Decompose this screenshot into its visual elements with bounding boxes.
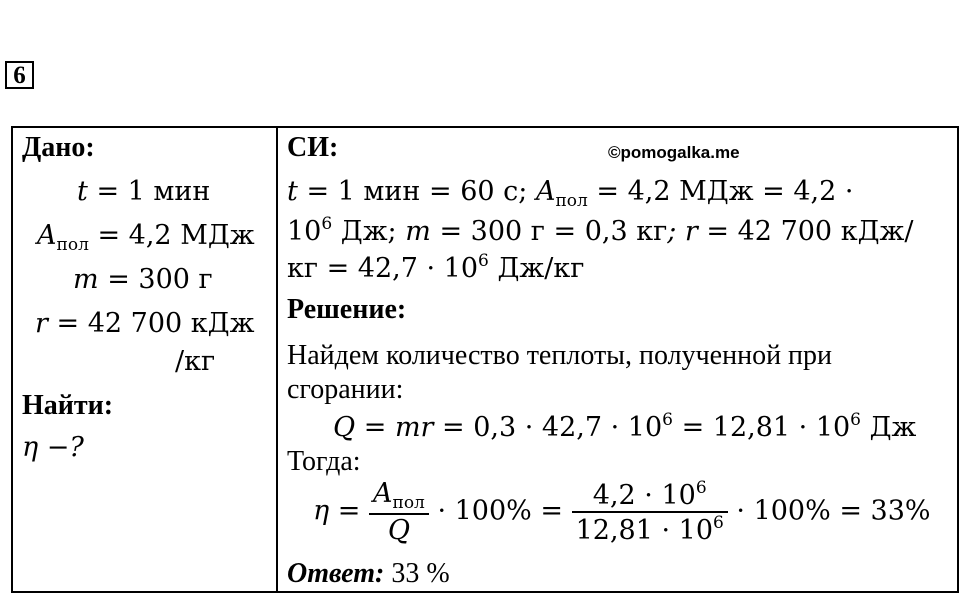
formula-eta: η = $\frac{A_{пол}}{Q}$ · 100% = $\frac{4,2 \cdot 10^6}{12,81 \cdot 10^6}$ · 100% = 33%	[313, 478, 931, 546]
solution-table	[11, 126, 959, 593]
find-heading: Найти:	[22, 390, 114, 421]
solution-text-1: Найдем количество теплоты, полученной при	[287, 340, 833, 371]
column-divider	[276, 128, 278, 591]
answer	[287, 558, 450, 590]
fraction-values: $\frac{4,2 \cdot 10^6}{12,81 \cdot 10^6}$	[572, 478, 728, 546]
si-line-2: $10^6$ Дж; m = 300 г = 0,3 кг; r = 42 700 кДж/	[287, 214, 914, 247]
si-heading: СИ:	[287, 132, 339, 163]
given-t: t = 1 мин	[77, 176, 211, 207]
given-m: m = 300 г	[73, 264, 213, 295]
find-target: η −?	[22, 432, 84, 463]
solution-then: Тогда:	[287, 446, 361, 477]
answer-value: 33 %	[384, 558, 450, 589]
given-a-pol: $A_{пол} = 4,2$ МДж	[37, 220, 255, 255]
answer-label: Ответ:	[287, 558, 385, 589]
fraction-a-over-q: $\frac{A_{пол}}{Q}$	[369, 478, 429, 546]
given-heading: Дано:	[22, 132, 95, 163]
si-line-1: t = 1 мин = 60 с; $A_{пол} = 4,2$ МДж = 4,2 ·	[287, 176, 854, 211]
given-r-unit: /кг	[175, 346, 216, 377]
si-line-3: кг = $42,7 \cdot 10^6$ Дж/кг	[287, 251, 585, 284]
given-r: r = 42 700 кДж	[35, 308, 255, 339]
task-number: 6	[5, 61, 34, 89]
solution-text-2: сгорании:	[287, 374, 404, 405]
solution-heading: Решение:	[287, 294, 407, 325]
watermark: ©pomogalka.me	[608, 143, 740, 162]
formula-q: Q = mr = $0,3 \cdot 42,7 \cdot 10^6 = 12,81 \cdot 10^6$ Дж	[333, 410, 917, 443]
